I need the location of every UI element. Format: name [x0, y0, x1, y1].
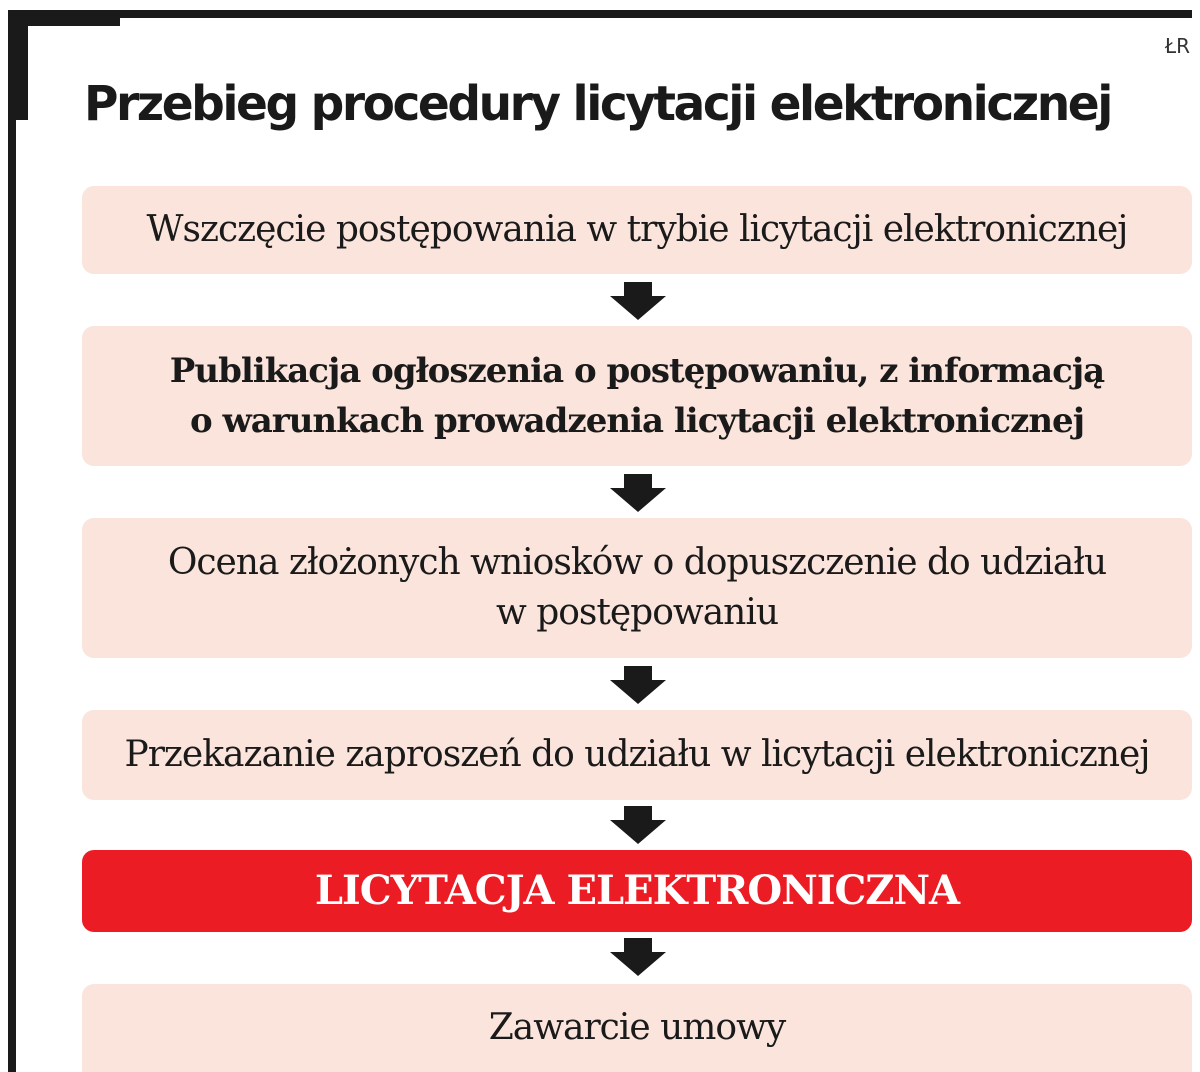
step-initiation-line-1: Wszczęcie postępowania w trybie licytacji elektronicznej	[146, 209, 1128, 250]
step-initiation	[82, 186, 1192, 274]
step-contract-line-1: Zawarcie umowy	[488, 1007, 786, 1048]
step-electronic-auction	[82, 850, 1192, 932]
step-publication-line-2: o warunkach prowadzenia licytacji elektronicznej	[189, 401, 1084, 441]
step-evaluation	[82, 518, 1192, 658]
credit-label: ŁR	[1164, 34, 1190, 58]
down-arrow-icon	[610, 282, 666, 320]
down-arrow-icon	[610, 806, 666, 844]
step-evaluation-line-1: Ocena złożonych wniosków o dopuszczenie do udziału	[167, 542, 1107, 583]
step-publication	[82, 326, 1192, 466]
down-arrow-icon	[610, 474, 666, 512]
frame-left-border	[8, 10, 16, 1072]
step-contract	[82, 984, 1192, 1072]
down-arrow-icon	[610, 938, 666, 976]
step-evaluation-line-2: w postępowaniu	[495, 592, 779, 633]
step-publication-line-1: Publikacja ogłoszenia o postępowaniu, z informacją	[169, 351, 1105, 391]
frame-corner-accent	[8, 10, 28, 120]
frame-top-border	[8, 10, 1192, 18]
step-invitations	[82, 710, 1192, 800]
page-title: Przebieg procedury licytacji elektronicznej	[84, 76, 1111, 132]
down-arrow-icon	[610, 666, 666, 704]
step-electronic-auction-line-1: LICYTACJA ELEKTRONICZNA	[314, 867, 960, 914]
step-invitations-line-1: Przekazanie zaproszeń do udziału w licytacji elektronicznej	[124, 734, 1150, 775]
